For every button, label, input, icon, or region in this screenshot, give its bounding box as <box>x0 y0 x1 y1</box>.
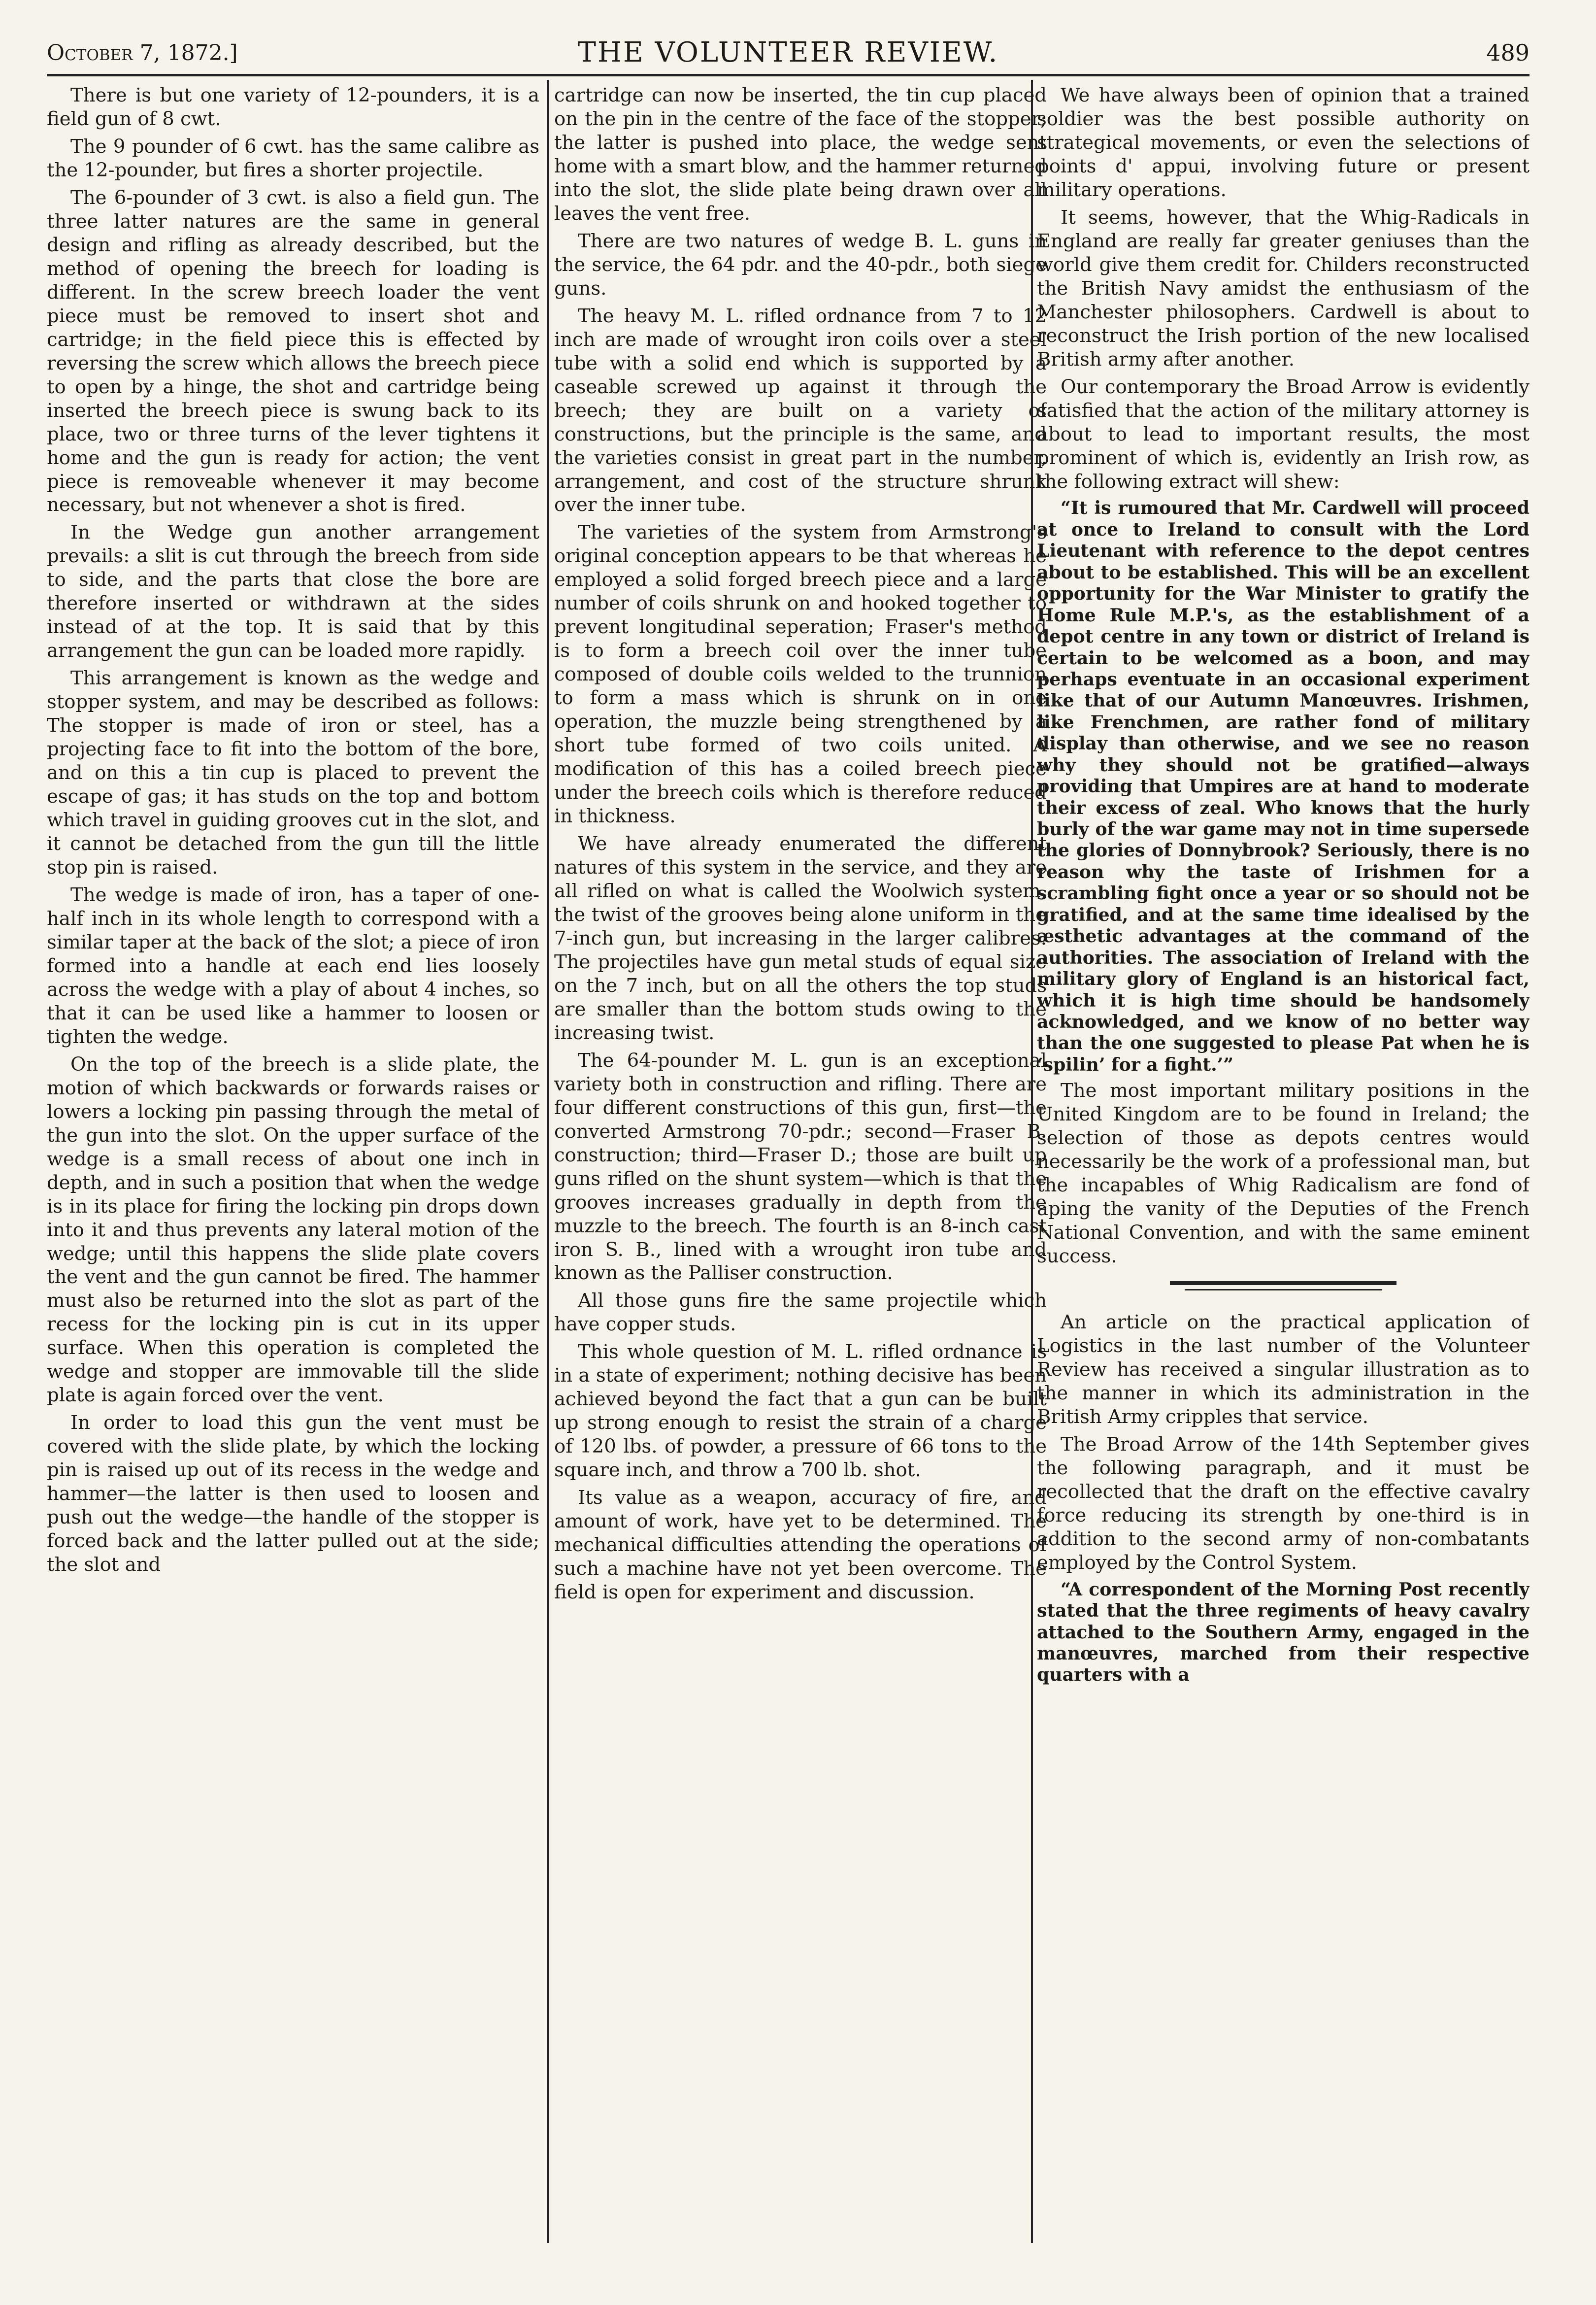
column-2 <box>554 84 1047 2232</box>
paragraph: An article on the practical application of Logistics in the last number of the Volunteer Review has received a singular illustration as to the manner in which its administration in the British Army cripples that service. <box>1037 1311 1530 1428</box>
paragraph: There is but one variety of 12-pounders, it is a field gun of 8 cwt. <box>47 84 539 130</box>
paragraph: The most important military positions in the United Kingdom are to be found in Ireland; the selection of those as depots centres would necessarily be the work of a professional man, but the incapables of Whig Radicalism are fond of aping the vanity of the Deputies of the French National Convention, and with the same eminent success. <box>1037 1080 1530 1268</box>
column-3 <box>1037 84 1530 2232</box>
section-separator <box>1037 1272 1530 1301</box>
paragraph: Our contemporary the Broad Arrow is evidently satisfied that the action of the military attorney is about to lead to important results, the most prominent of which is, evidently an Irish row, as the following extract will shew: <box>1037 375 1530 493</box>
paragraph: It seems, however, that the Whig-Radicals in England are really far greater geniuses than the world give them credit for. Childers reconstructed the British Navy amidst the enthusiasm of the Manchester philosophers. Cardwell is about to reconstruct the Irish portion of the new localised British army after another. <box>1037 206 1530 371</box>
column-1 <box>47 84 539 2232</box>
page-header <box>47 31 1530 70</box>
paragraph: In order to load this gun the vent must be covered with the slide plate, by which the locking pin is raised up out of its recess in the wedge and hammer—the latter is then used to loosen and push out the wedge—the handle of the stopper is forced back and the latter pulled out at the side; the slot and <box>47 1412 539 1576</box>
paragraph: On the top of the breech is a slide plate, the motion of which backwards or forwards raises or lowers a locking pin passing through the metal of the gun into the slot. On the upper surface of the wedge is a small recess of about one inch in depth, and in such a position that when the wedge is in its place for firing the locking pin drops down into it and thus prevents any lateral motion of the wedge; until this happens the slide plate covers the vent and the gun cannot be fired. The hammer must also be returned into the slot as part of the recess for the locking pin is cut in its upper surface. When this operation is completed the wedge and stopper are immovable till the slide plate is again forced over the vent. <box>47 1053 539 1407</box>
header-rule <box>47 74 1530 76</box>
paragraph: This whole question of M. L. rifled ordnance is in a state of experiment; nothing decisive has been achieved beyond the fact that a gun can be built up strong enough to resist the strain of a charge of 120 lbs. of powder, a pressure of 66 tons to the square inch, and throw a 700 lb. shot. <box>554 1341 1047 1482</box>
issue-date: October 7, 1872.] <box>47 40 238 66</box>
paragraph: The wedge is made of iron, has a taper of one-half inch in its whole length to correspond with a similar taper at the back of the slot; a piece of iron formed into a handle at each end lies loosely across the wedge with a play of about 4 inches, so that it can be used like a hammer to loosen or tighten the wedge. <box>47 883 539 1048</box>
page-number: 489 <box>1486 39 1530 66</box>
paragraph: Its value as a weapon, accuracy of fire, and amount of work, have yet to be determined. The mechanical difficulties attending the operations of such a machine have not yet been overcome. The field is open for experiment and discussion. <box>554 1487 1047 1604</box>
paragraph: The 9 pounder of 6 cwt. has the same calibre as the 12-pounder, but fires a shorter projectile. <box>47 135 539 181</box>
quoted-extract: “It is rumoured that Mr. Cardwell will proceed at once to Ireland to consult with the Lord Lieutenant with reference to the depot centres about to be established. This will be an excellent opportunity for the War Minister to gratify the Home Rule M.P.'s, as the establishment of a depot centre in any town or district of Ireland is certain to be welcomed as a boon, and may perhaps eventuate in an occasional experiment like that of our Autumn Manœuvres. Irishmen, like Frenchmen, are rather fond of military display than otherwise, and we see no reason why they should not be gratified—always providing that Umpires are at hand to moderate their excess of zeal. Who knows that the hurly burly of the war game may not in time supersede the glories of Donnybrook? Seriously, there is no reason why the taste of Irishmen for a scrambling fight once a year or so should not be gratified, and at the same time idealised by the æsthetic advantages at the command of the authorities. The association of Ireland with the military glory of England is an historical fact, which it is high time should be handsomely acknowledged, and we know of no better way than the one suggested to please Pat when he is ‘spilin’ for a fight.’” <box>1037 497 1530 1075</box>
paragraph: The Broad Arrow of the 14th September gives the following paragraph, and it must be recollected that the draft on the effective cavalry force reducing its strength by one-third is in addition to the second army of non-combatants employed by the Control System. <box>1037 1433 1530 1574</box>
quoted-extract: “A correspondent of the Morning Post recently stated that the three regiments of heavy cavalry attached to the Southern Army, engaged in the manœuvres, marched from their respective quarters with a <box>1037 1578 1530 1686</box>
paragraph: The 6-pounder of 3 cwt. is also a field gun. The three latter natures are the same in general design and rifling as already described, but the method of opening the breech for loading is different. In the screw breech loader the vent piece must be removed to insert shot and cartridge; in the field piece this is effected by reversing the screw which allows the breech piece to open by a hinge, the shot and cartridge being inserted the breech piece is swung back to its place, two or three turns of the lever tightens it home and the gun is ready for action; the vent piece is removeable whenever it may become necessary, but not whenever a shot is fired. <box>47 186 539 516</box>
paragraph: The varieties of the system from Armstrong's original conception appears to be that whereas he employed a solid forged breech piece and a large number of coils shrunk on and hooked together to prevent longitudinal seperation; Fraser's method is to form a breech coil over the inner tube composed of double coils welded to the trunnion to form a mass which is shrunk on in one operation, the muzzle being strengthened by a short tube formed of two coils united. A modification of this has a coiled breech piece under the breech coils which is therefore reduced in thickness. <box>554 521 1047 828</box>
paragraph: This arrangement is known as the wedge and stopper system, and may be described as follows: The stopper is made of iron or steel, has a projecting face to fit into the bottom of the bore, and on this a tin cup is placed to prevent the escape of gas; it has studs on the top and bottom which travel in guiding grooves cut in the slot, and it cannot be detached from the gun till the little stop pin is raised. <box>47 667 539 879</box>
publication-title: THE VOLUNTEER REVIEW. <box>577 36 999 68</box>
paragraph: All those guns fire the same projectile which have copper studs. <box>554 1289 1047 1336</box>
paragraph: We have always been of opinion that a trained soldier was the best possible authority on strategical movements, or even the selections of points d' appui, involving future or present military operations. <box>1037 84 1530 201</box>
paragraph: The heavy M. L. rifled ordnance from 7 to 12 inch are made of wrought iron coils over a steel tube with a solid end which is supported by a caseable screwed up against it through the breech; they are built on a variety of constructions, but the principle is the same, and the varieties consist in great part in the number, arrangement, and cost of the structure shrunk over the inner tube. <box>554 305 1047 516</box>
paragraph: There are two natures of wedge B. L. guns in the service, the 64 pdr. and the 40-pdr., both siege guns. <box>554 230 1047 300</box>
column-divider <box>547 80 549 2243</box>
paragraph: In the Wedge gun another arrangement prevails: a slit is cut through the breech from side to side, and the parts that close the bore are therefore inserted or withdrawn at the sides instead of at the top. It is said that by this arrangement the gun can be loaded more rapidly. <box>47 521 539 662</box>
paragraph: We have already enumerated the different natures of this system in the service, and they are all rifled on what is called the Woolwich system, the twist of the grooves being alone uniform in the 7-inch gun, but increasing in the larger calibres. The projectiles have gun metal studs of equal size on the 7 inch, but on all the others the top studs are smaller than the bottom studs owing to the increasing twist. <box>554 833 1047 1044</box>
paragraph: The 64-pounder M. L. gun is an exceptional variety both in construction and rifling. There are four different constructions of this gun, first—the converted Armstrong 70-pdr.; second—Fraser B. construction; third—Fraser D.; those are built up guns rifled on the shunt system—which is that the grooves increases gradually in depth from the muzzle to the breech. The fourth is an 8-inch cast iron S. B., lined with a wrought iron tube and known as the Palliser construction. <box>554 1049 1047 1285</box>
paragraph: cartridge can now be inserted, the tin cup placed on the pin in the centre of the face of the stopper; the latter is pushed into place, the wedge sent home with a smart blow, and the hammer returned into the slot, the slide plate being drawn over all leaves the vent free. <box>554 84 1047 225</box>
